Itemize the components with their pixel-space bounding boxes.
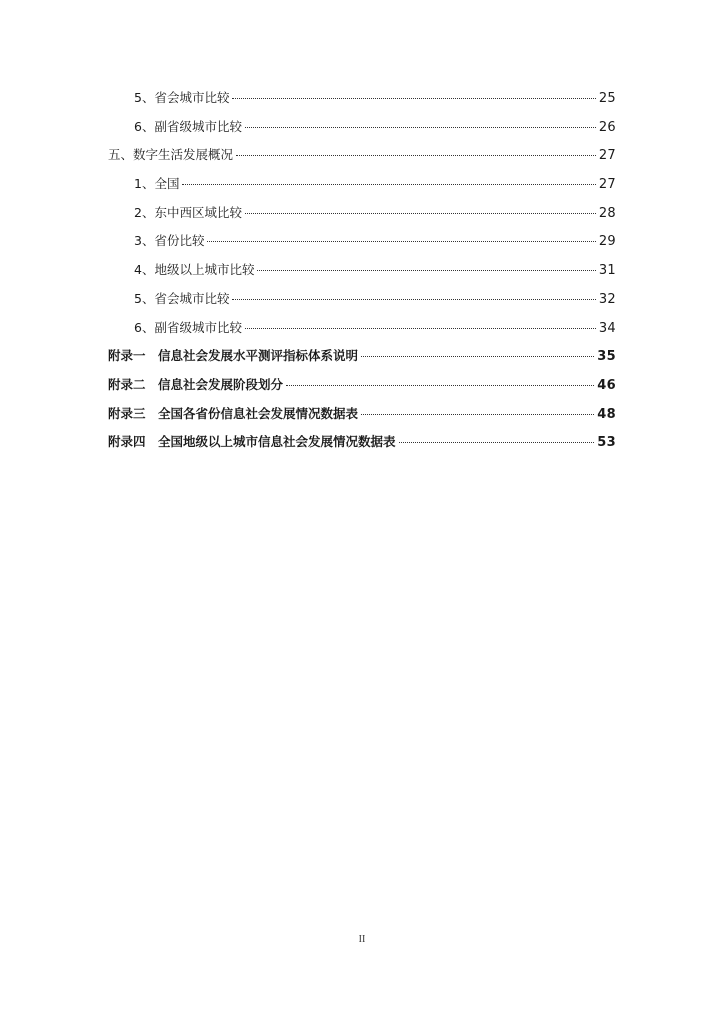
toc-entry-page-number: 28	[598, 205, 616, 221]
toc-entry[interactable]	[108, 375, 616, 404]
dot-leader	[207, 240, 595, 242]
toc-entry-label: 6、副省级城市比较	[134, 319, 242, 335]
toc-entry-label: 五、数字生活发展概况	[108, 147, 234, 163]
dot-leader	[182, 183, 595, 185]
toc-entry-label: 5、省会城市比较	[134, 290, 230, 306]
toc-entry-label: 附录一 信息社会发展水平测评指标体系说明	[108, 348, 359, 364]
toc-entry-page-number: 25	[598, 91, 616, 106]
toc-entry[interactable]	[108, 289, 616, 318]
toc-entry-page-number: 48	[597, 406, 616, 422]
dot-leader	[245, 126, 596, 128]
toc-entry-label: 5、省会城市比较	[134, 90, 230, 105]
dot-leader	[245, 212, 596, 214]
toc-entry[interactable]	[108, 174, 616, 203]
toc-entry-page-number: 27	[598, 177, 616, 193]
toc-entry-label: 3、省份比较	[134, 233, 205, 249]
toc-entry[interactable]	[108, 260, 616, 289]
toc-entry-page-number: 53	[597, 435, 616, 451]
dot-leader	[361, 355, 594, 357]
toc-entry[interactable]	[108, 346, 616, 375]
toc-entry-label: 附录二 信息社会发展阶段划分	[108, 376, 284, 392]
toc-entry[interactable]	[108, 145, 616, 174]
toc-entry-page-number: 27	[598, 148, 616, 164]
toc-entry-label: 附录三 全国各省份信息社会发展情况数据表	[108, 405, 359, 421]
dot-leader	[361, 413, 594, 415]
toc-entry[interactable]	[108, 318, 616, 347]
dot-leader	[236, 154, 596, 156]
toc-entry-label: 2、东中西区域比较	[134, 204, 242, 220]
dot-leader	[245, 327, 596, 329]
page-number: II	[358, 934, 366, 945]
toc-entry-page-number: 29	[598, 234, 616, 250]
dot-leader	[399, 441, 595, 443]
toc-entry-label: 附录四 全国地级以上城市信息社会发展情况数据表	[108, 434, 396, 450]
toc-entry-page-number: 31	[598, 263, 616, 279]
dot-leader	[286, 384, 594, 386]
toc-entry[interactable]	[108, 231, 616, 260]
toc-entry-label: 6、副省级城市比较	[134, 118, 242, 134]
toc-entry[interactable]	[108, 404, 616, 433]
toc-entry[interactable]	[108, 432, 616, 461]
toc-entry-page-number: 32	[598, 291, 616, 307]
toc-entry[interactable]	[108, 88, 616, 117]
dot-leader	[232, 97, 595, 99]
dot-leader	[257, 269, 595, 271]
toc-entry-label: 1、全国	[134, 176, 180, 192]
toc-entry-page-number: 35	[597, 349, 616, 365]
toc-entry-label: 4、地级以上城市比较	[134, 262, 255, 278]
toc-entry[interactable]	[108, 117, 616, 146]
dot-leader	[232, 298, 595, 300]
toc-entry[interactable]	[108, 203, 616, 232]
toc-entry-page-number: 26	[598, 119, 616, 135]
toc-entry-page-number: 34	[598, 320, 616, 336]
table-of-contents	[108, 88, 616, 461]
toc-entry-page-number: 46	[597, 377, 616, 393]
